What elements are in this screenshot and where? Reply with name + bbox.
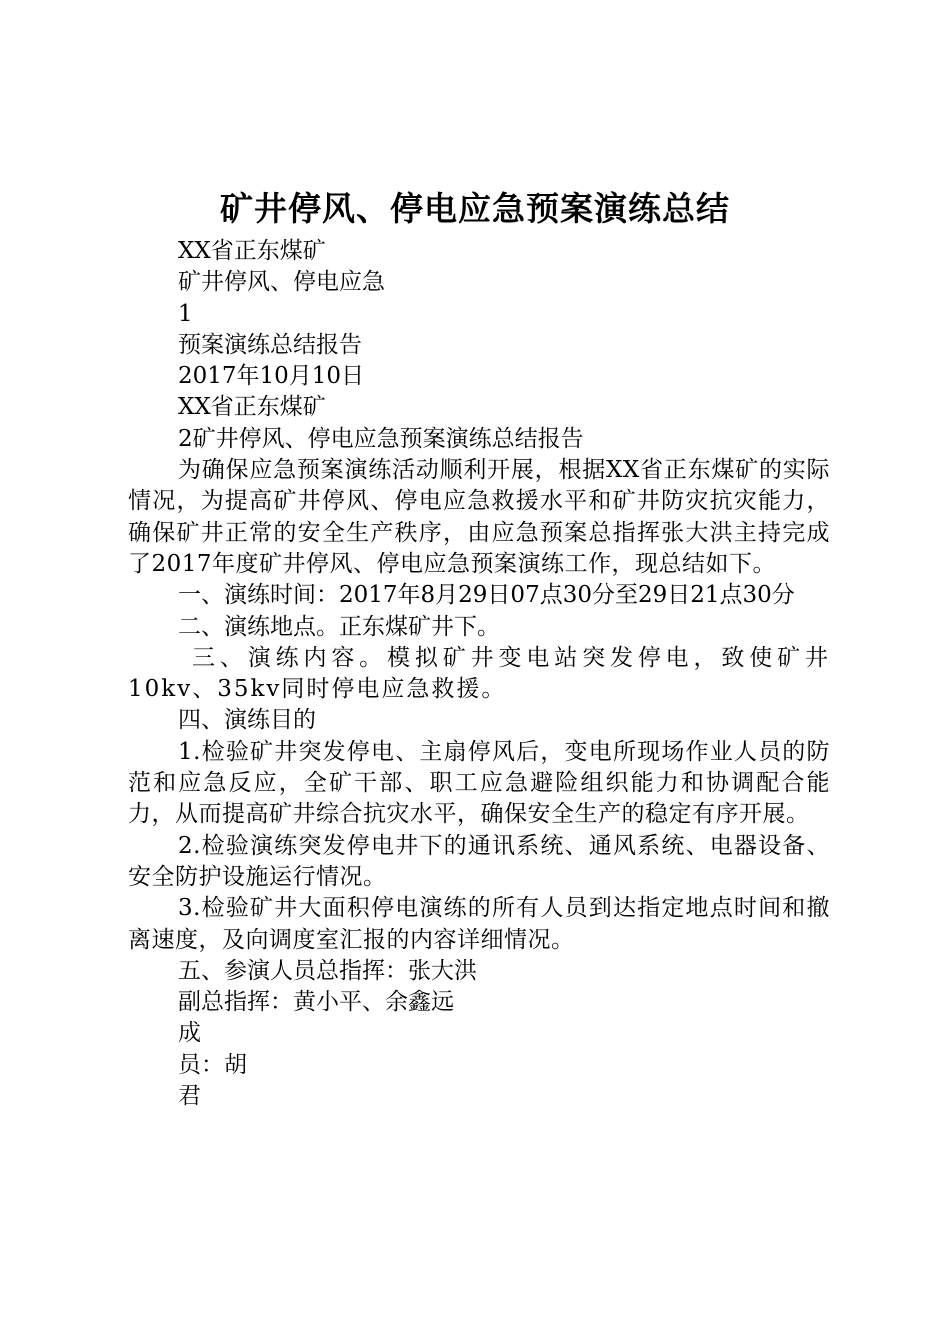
content-paragraph: 三、演练内容。模拟矿井变电站突发停电，致使矿井10kv、35kv同时停电应急救援。 <box>128 644 830 703</box>
purpose-heading: 四、演练目的 <box>178 707 316 734</box>
cover-org-repeat: XX省正东煤矿 <box>178 394 326 421</box>
location-paragraph: 二、演练地点。正东煤矿井下。 <box>178 613 500 640</box>
members-line-2: 员：胡 <box>178 1051 247 1078</box>
members-line-3: 君 <box>178 1083 201 1110</box>
cover-date: 2017年10月10日 <box>178 363 365 390</box>
cover-heading-part2: 预案演练总结报告 <box>178 331 362 358</box>
purpose-item-1: 1.检验矿井突发停电、主扇停风后，变电所现场作业人员的防范和应急反应，全矿干部、职工应急避险组织能力和协调配合能力，从而提高矿井综合抗灾水平，确保安全生产的稳定有序开展。 <box>128 738 830 828</box>
purpose-item-3: 3.检验矿井大面积停电演练的所有人员到达指定地点时间和撤离速度，及向调度室汇报的内容详细情况。 <box>128 895 830 953</box>
document-title: 矿井停风、停电应急预案演练总结 <box>220 189 730 228</box>
document-body <box>128 236 830 1112</box>
deputy-line: 副总指挥：黄小平、余鑫远 <box>178 989 454 1016</box>
cover-heading-part1: 矿井停风、停电应急 <box>178 269 385 296</box>
purpose-item-2: 2.检验演练突发停电井下的通讯系统、通风系统、电器设备、安全防护设施运行情况。 <box>128 832 830 890</box>
report-title: 2矿井停风、停电应急预案演练总结报告 <box>178 425 584 452</box>
intro-paragraph: 为确保应急预案演练活动顺利开展，根据XX省正东煤矿的实际情况，为提高矿井停风、停电应急救援水平和矿井防灾抗灾能力，确保矿井正常的安全生产秩序，由应急预案总指挥张大洪主持完成了2017年度矿井停风、停电应急预案演练工作，现总结如下。 <box>128 457 830 577</box>
cover-org: XX省正东煤矿 <box>178 238 326 264</box>
members-line-1: 成 <box>178 1020 201 1047</box>
time-paragraph: 一、演练时间：2017年8月29日07点30分至29日21点30分 <box>178 582 795 609</box>
cover-page-number: 1 <box>178 300 193 327</box>
participants-line: 五、参演人员总指挥：张大洪 <box>178 957 477 984</box>
